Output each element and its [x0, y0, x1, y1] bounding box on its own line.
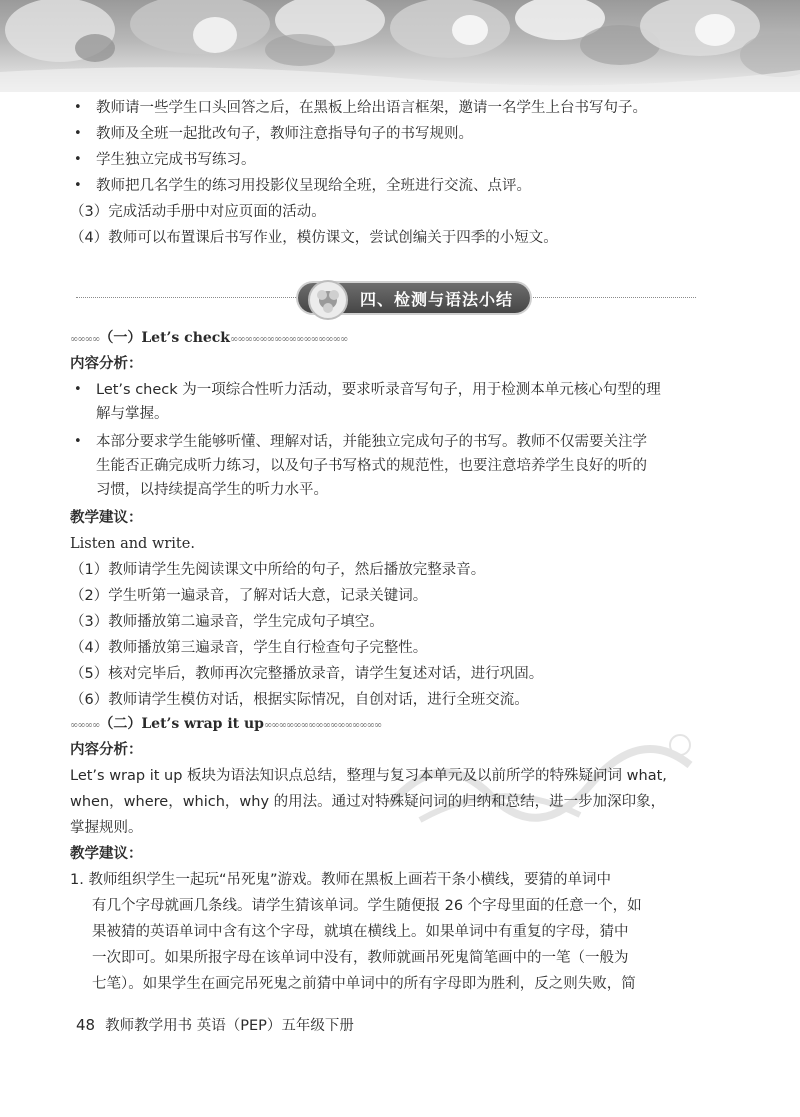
- book-title: 教师教学用书 英语（PEP）五年级下册: [105, 1018, 354, 1034]
- flower-icon: [308, 280, 348, 320]
- lets-wrap-para-line-3: 掌握规则。: [70, 820, 143, 836]
- lets-wrap-item-1-line-1: 1. 教师组织学生一起玩“吊死鬼”游戏。教师在黑板上画若干条小横线，要猜的单词中: [70, 872, 611, 888]
- lets-wrap-content-label: 内容分析：: [70, 742, 143, 758]
- lets-wrap-para-line-1: Let’s wrap it up 板块为语法知识点总结，整理与复习本单元及以前所学的特殊疑问词 what,: [70, 768, 667, 784]
- lets-check-step-3: （3）教师播放第二遍录音，学生完成句子填空。: [70, 614, 384, 630]
- heading-dots-left: ∞∞∞∞: [70, 720, 100, 731]
- top-bullet-1: • 教师请一些学生口头回答之后，在黑板上给出语言框架，邀请一名学生上台书写句子。: [76, 98, 647, 118]
- lets-wrap-item-1-line-4: 一次即可。如果所报字母在该单词中没有，教师就画吊死鬼简笔画中的一笔（一般为: [92, 950, 629, 966]
- lets-check-content-label: 内容分析：: [70, 356, 143, 372]
- lets-check-instruction: Listen and write.: [70, 536, 195, 552]
- section-rule-left: [76, 297, 298, 298]
- floral-banner-art: [0, 0, 800, 92]
- lets-check-heading: [70, 328, 347, 350]
- header-banner: [0, 0, 800, 92]
- top-bullet-4: • 教师把几名学生的练习用投影仪呈现给全班，全班进行交流、点评。: [76, 176, 531, 196]
- lets-wrap-item-1-line-2: 有几个字母就画几条线。请学生猜该单词。学生随便报 26 个字母里面的任意一个，如: [92, 898, 642, 914]
- lets-wrap-para-line-2: when，where，which，why 的用法。通过对特殊疑问词的归纳和总结，进一步加深印象，: [70, 794, 666, 810]
- top-step-4: （4）教师可以布置课后书写作业，模仿课文，尝试创编关于四季的小短文。: [70, 230, 558, 246]
- page-footer: [76, 1014, 354, 1035]
- section-title: 四、检测与语法小结: [360, 290, 514, 309]
- heading-dots-left: ∞∞∞∞: [70, 334, 100, 345]
- top-step-3: （3）完成活动手册中对应页面的活动。: [70, 204, 326, 220]
- lets-check-step-2: （2）学生听第一遍录音，了解对话大意，记录关键词。: [70, 588, 428, 604]
- heading-dots-right: ∞∞∞∞∞∞∞∞∞∞∞∞∞∞∞∞: [263, 720, 382, 731]
- lets-wrap-heading-text: （二）Let’s wrap it up: [99, 716, 264, 732]
- section-title-pill: [298, 283, 530, 313]
- lets-check-step-5: （5）核对完毕后，教师再次完整播放录音，请学生复述对话，进行巩固。: [70, 666, 544, 682]
- top-bullet-2: • 教师及全班一起批改句子，教师注意指导句子的书写规则。: [76, 124, 473, 144]
- lets-check-bullet-1-line-2: 解与掌握。: [96, 406, 169, 422]
- lets-check-step-4: （4）教师播放第三遍录音，学生自行检查句子完整性。: [70, 640, 428, 656]
- lets-check-bullet-1-line-1: • Let’s check 为一项综合性听力活动，要求听录音写句子，用于检测本单元核心句型的理: [76, 380, 661, 400]
- lets-check-advice-label: 教学建议：: [70, 510, 143, 526]
- lets-check-heading-text: （一）Let’s check: [99, 330, 231, 346]
- page-number: 48: [76, 1016, 96, 1034]
- lets-wrap-heading: [70, 714, 381, 736]
- lets-check-bullet-2-line-1: • 本部分要求学生能够听懂、理解对话，并能独立完成句子的书写。教师不仅需要关注学: [76, 432, 647, 452]
- lets-wrap-advice-label: 教学建议：: [70, 846, 143, 862]
- lets-check-bullet-2-line-2: 生能否正确完成听力练习，以及句子书写格式的规范性，也要注意培养学生良好的听的: [96, 458, 647, 474]
- section-rule-right: [530, 297, 696, 298]
- lets-wrap-item-1-line-3: 果被猜的英语单词中含有这个字母，就填在横线上。如果单词中有重复的字母，猜中: [92, 924, 629, 940]
- lets-wrap-item-1-line-5: 七笔）。如果学生在画完吊死鬼之前猜中单词中的所有字母即为胜利，反之则失败，简: [92, 976, 636, 992]
- top-bullet-3: • 学生独立完成书写练习。: [76, 150, 256, 170]
- section-header: [76, 283, 696, 313]
- lets-check-step-6: （6）教师请学生模仿对话，根据实际情况，自创对话，进行全班交流。: [70, 692, 529, 708]
- heading-dots-right: ∞∞∞∞∞∞∞∞∞∞∞∞∞∞∞∞: [230, 334, 348, 345]
- lets-check-step-1: （1）教师请学生先阅读课文中所给的句子，然后播放完整录音。: [70, 562, 486, 578]
- lets-check-bullet-2-line-3: 习惯，以持续提高学生的听力水平。: [96, 482, 328, 498]
